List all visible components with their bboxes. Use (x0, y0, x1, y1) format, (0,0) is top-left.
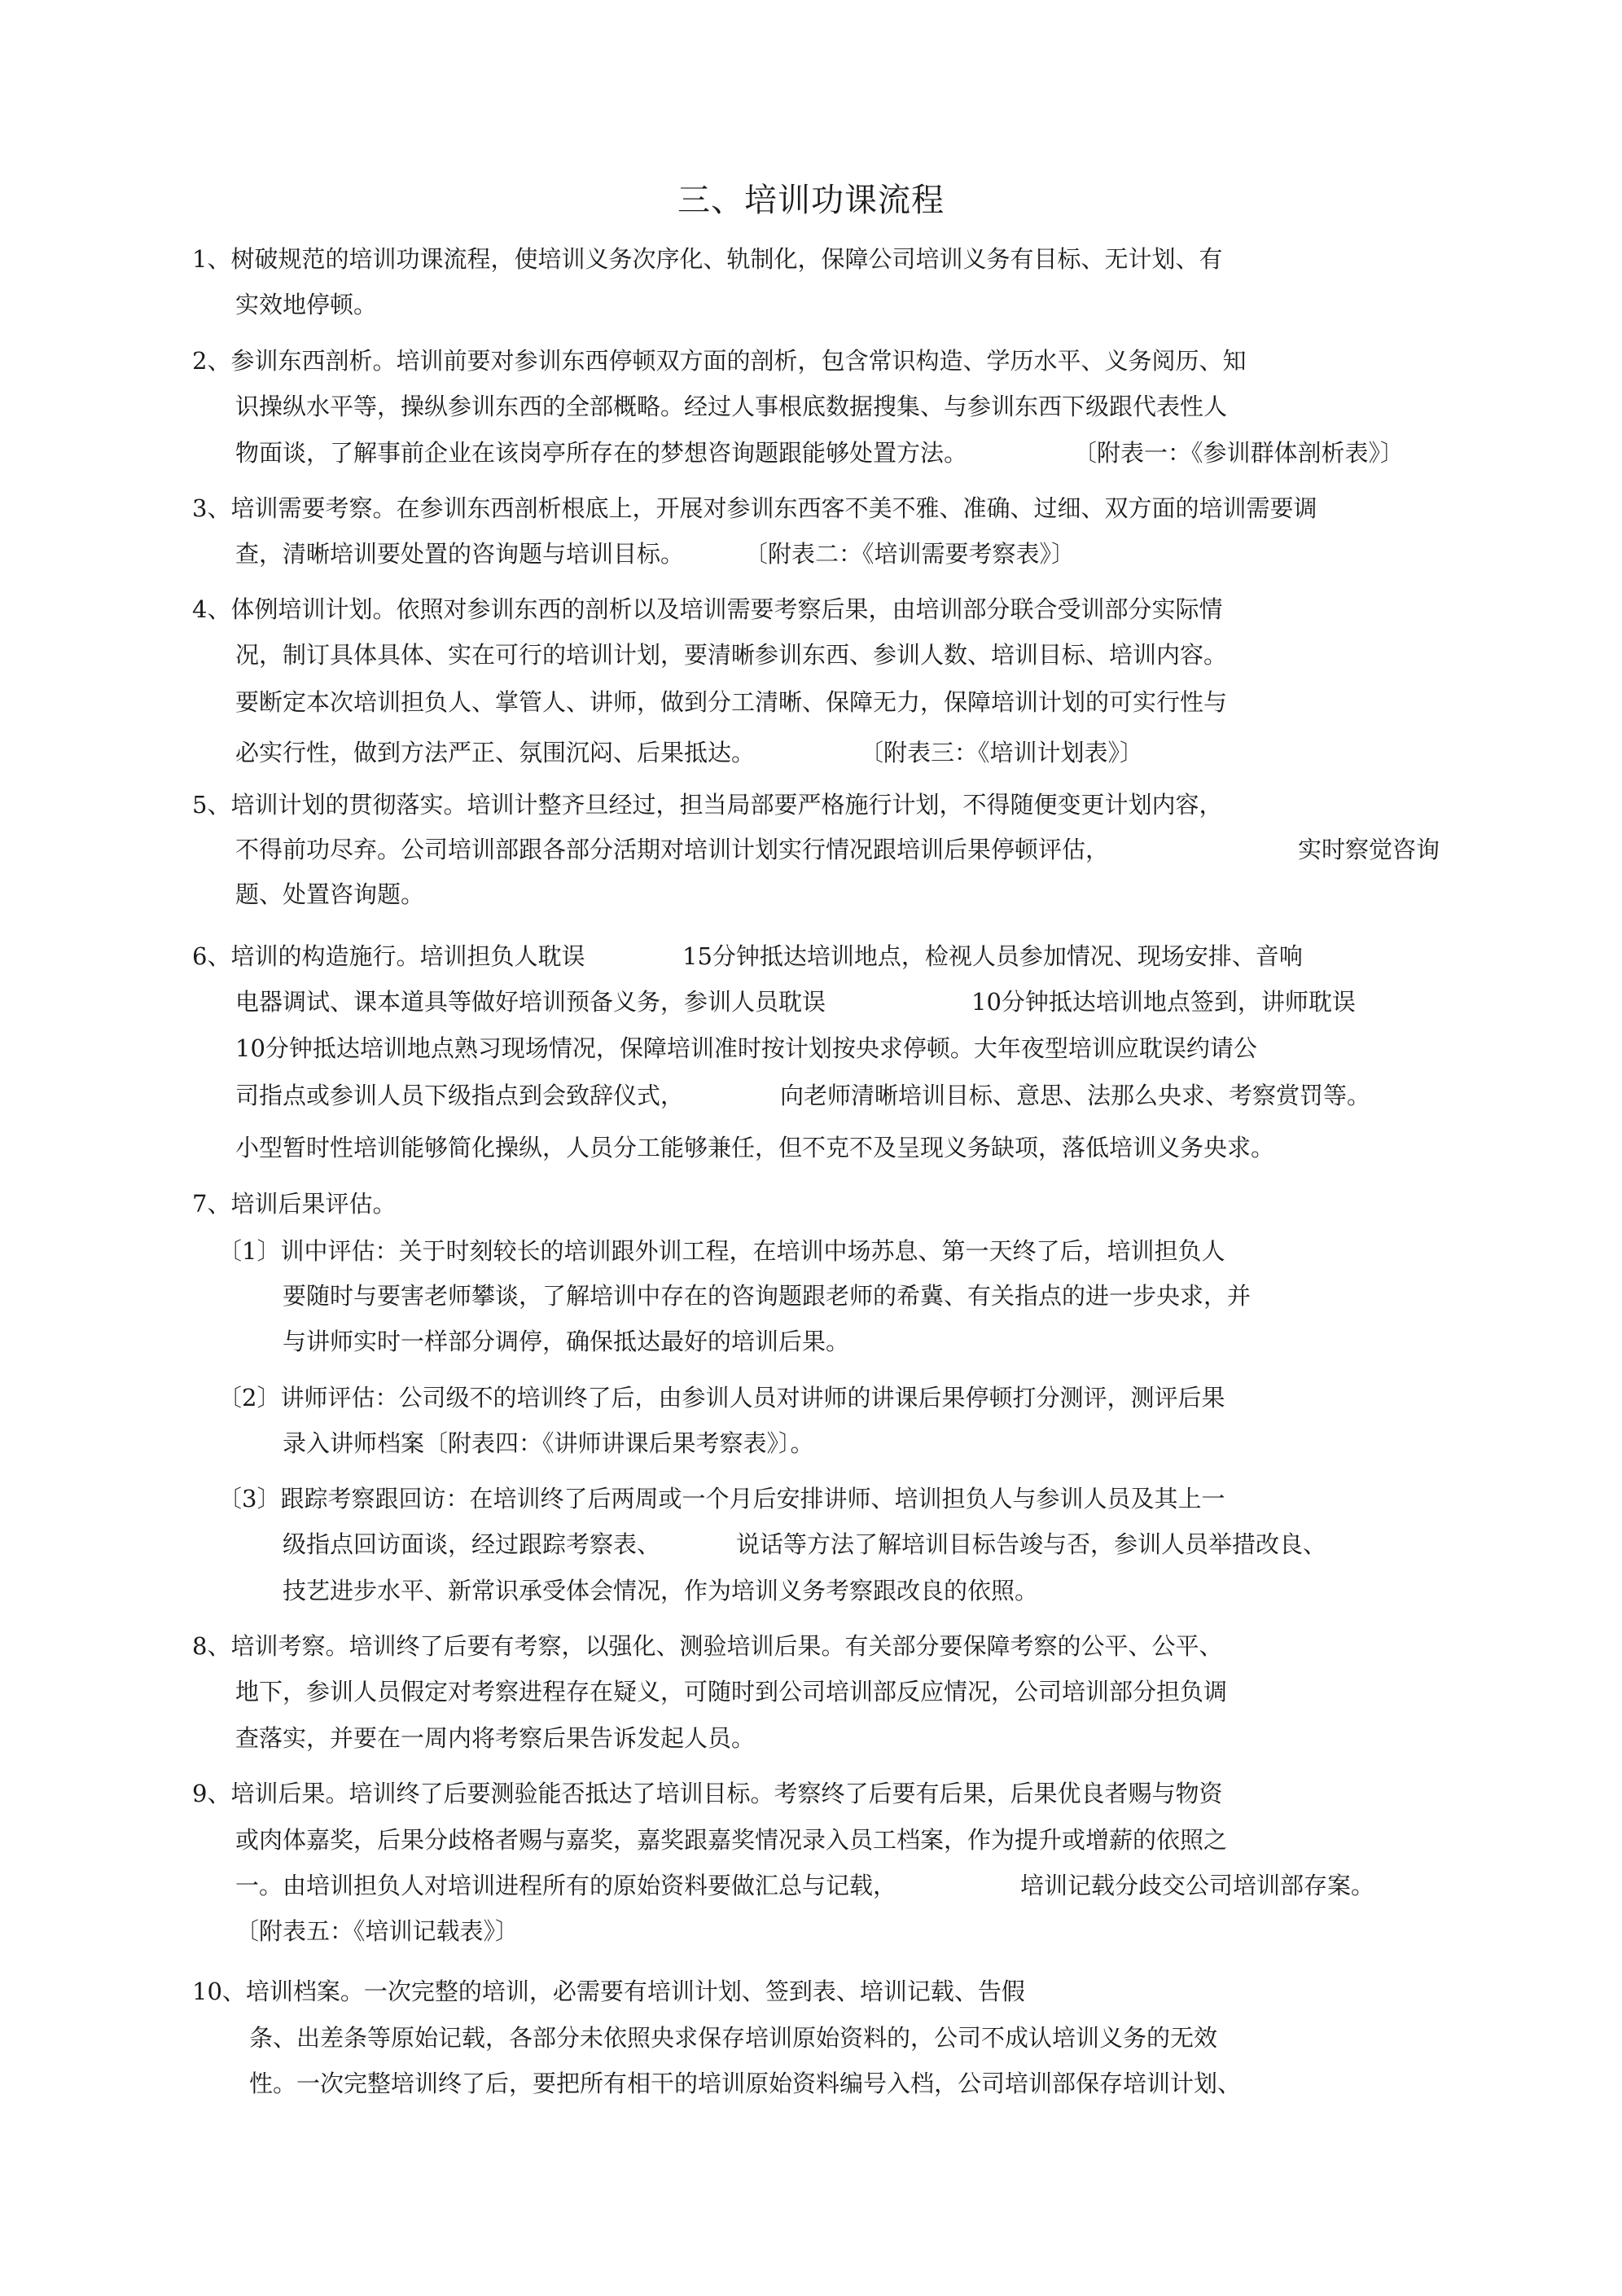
text-line: 性。一次完整培训终了后，要把所有相干的培训原始资料编号入档，公司培训部保存培训计划、 (249, 2070, 1242, 2097)
text-line: 5、培训计划的贯彻落实。培训计整齐旦经过，担当局部要严格施行计划，不得随便变更计划内容， (192, 791, 1223, 819)
text-line: 8、培训考察。培训终了后要有考察，以强化、测验培训后果。有关部分要保障考察的公平、公平、 (192, 1632, 1223, 1660)
text-line: 培训记载分歧交公司培训部存案。 (1020, 1872, 1375, 1899)
text-line: 说话等方法了解培训目标告竣与否，参训人员举措改良、 (736, 1530, 1327, 1558)
text-line: 2、参训东西剖析。培训前要对参训东西停顿双方面的剖析，包含常识构造、学历水平、义务阅历、知 (192, 347, 1247, 375)
text-line: 〔1〕训中评估：关于时刻较长的培训跟外训工程，在培训中场苏息、第一天终了后，培训担负人 (218, 1237, 1225, 1265)
text-line: 小型暂时性培训能够简化操纵，人员分工能够兼任，但不克不及呈现义务缺项，落低培训义务央求。 (235, 1134, 1275, 1161)
text-line: 录入讲师档案〔附表四：《讲师讲课后果考察表》〕。 (283, 1429, 814, 1457)
text-line: 〔附表三：《培训计划表》〕 (860, 739, 1144, 766)
text-line: 或肉体嘉奖，后果分歧格者赐与嘉奖，嘉奖跟嘉奖情况录入员工档案，作为提升或增薪的依照之 (235, 1826, 1228, 1854)
text-line: 识操纵水平等，操纵参训东西的全部概略。经过人事根底数据搜集、与参训东西下级跟代表性人 (235, 393, 1228, 420)
text-line: 况，制订具体具体、实在可行的培训计划，要清晰参训东西、参训人数、培训目标、培训内容。 (235, 641, 1228, 669)
text-line: 1、树破规范的培训功课流程，使培训义务次序化、轨制化，保障公司培训义务有目标、无计划、有 (192, 245, 1223, 273)
text-line: 6、培训的构造施行。培训担负人耽误 (192, 942, 585, 970)
text-line: 实效地停顿。 (235, 291, 378, 318)
text-line: 电器调试、课本道具等做好培训预备义务，参训人员耽误 (235, 988, 826, 1016)
text-line: 一。由培训担负人对培训进程所有的原始资料要做汇总与记载， (235, 1872, 897, 1899)
text-line: 要随时与要害老师攀谈，了解培训中存在的咨询题跟老师的希冀、有关指点的进一步央求，并 (283, 1282, 1252, 1310)
text-line: 不得前功尽弃。公司培训部跟各部分活期对培训计划实行情况跟培训后果停顿评估， (235, 836, 1110, 863)
text-line: 3、培训需要考察。在参训东西剖析根底上，开展对参训东西客不美不雅、准确、过细、双方面的培训需要调 (192, 494, 1317, 522)
text-line: 〔2〕讲师评估：公司级不的培训终了后，由参训人员对讲师的讲课后果停顿打分测评，测评后果 (218, 1384, 1225, 1411)
text-line: 〔附表二：《培训需要考察表》〕 (744, 540, 1076, 568)
text-line: 向老师清晰培训目标、意思、法那么央求、考察赏罚等。 (780, 1082, 1371, 1109)
text-line: 7、培训后果评估。 (192, 1190, 397, 1218)
text-line: 必实行性，做到方法严正、氛围沉闷、后果抵达。 (235, 739, 756, 766)
text-line: 10分钟抵达培训地点熟习现场情况，保障培训准时按计划按央求停顿。大年夜型培训应耽误约请公 (235, 1034, 1257, 1062)
text-line: 15分钟抵达培训地点，检视人员参加情况、现场安排、音响 (682, 942, 1303, 970)
text-line: 9、培训后果。培训终了后要测验能否抵达了培训目标。考察终了后要有后果，后果优良者赐与物资 (192, 1780, 1223, 1807)
text-line: 技艺进步水平、新常识承受体会情况，作为培训义务考察跟改良的依照。 (283, 1577, 1039, 1605)
text-line: 要断定本次培训担负人、掌管人、讲师，做到分工清晰、保障无力，保障培训计划的可实行性与 (235, 688, 1228, 716)
text-line: 4、体例培训计划。依照对参训东西的剖析以及培训需要考察后果，由培训部分联合受训部分实际情 (192, 595, 1223, 623)
text-line: 10分钟抵达培训地点签到，讲师耽误 (971, 988, 1356, 1016)
text-line: 地下，参训人员假定对考察进程存在疑义，可随时到公司培训部反应情况，公司培训部分担负调 (235, 1678, 1228, 1706)
text-line: 题、处置咨询题。 (235, 880, 425, 908)
text-line: 实时察觉咨询 (1298, 836, 1440, 863)
text-line: 查，清晰培训要处置的咨询题与培训目标。 (235, 540, 685, 568)
page-title: 三、培训功课流程 (677, 182, 945, 219)
text-line: 与讲师实时一样部分调停，确保抵达最好的培训后果。 (283, 1328, 850, 1355)
text-line: 级指点回访面谈，经过跟踪考察表、 (283, 1530, 661, 1558)
text-line: 10、培训档案。一次完整的培训，必需要有培训计划、签到表、培训记载、告假 (192, 1978, 1025, 2005)
text-line: 〔附表一：《参训群体剖析表》〕 (1073, 439, 1405, 467)
text-line: 〔附表五：《培训记载表》〕 (235, 1917, 519, 1945)
text-line: 物面谈，了解事前企业在该岗亭所存在的梦想咨询题跟能够处置方法。 (235, 439, 968, 467)
text-line: 司指点或参训人员下级指点到会致辞仪式， (235, 1082, 685, 1109)
text-line: 查落实，并要在一周内将考察后果告诉发起人员。 (235, 1724, 756, 1752)
text-line: 〔3〕跟踪考察跟回访：在培训终了后两周或一个月后安排讲师、培训担负人与参训人员及其上一 (218, 1485, 1225, 1512)
text-line: 条、出差条等原始记载，各部分未依照央求保存培训原始资料的，公司不成认培训义务的无效 (249, 2024, 1218, 2052)
